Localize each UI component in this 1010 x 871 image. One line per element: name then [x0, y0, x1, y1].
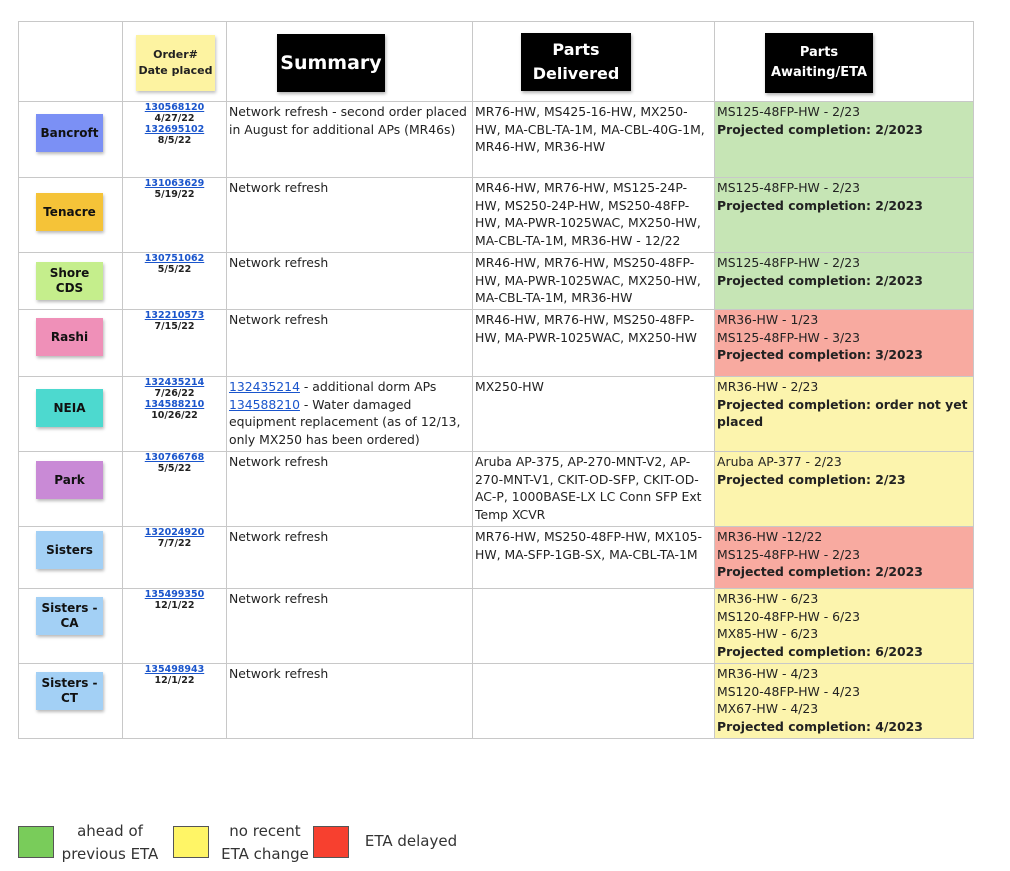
header-delivered-cell: [473, 22, 715, 102]
delivered-text: [473, 664, 714, 667]
delivered-cell: [473, 589, 715, 664]
summary-cell: [227, 253, 473, 310]
legend-green-label: ahead of previous ETA: [61, 822, 159, 863]
summary-text: - Water damaged equipment replacement (as of 12/13, only MX250 has been ordered): [229, 396, 461, 447]
summary-cell: [227, 377, 473, 452]
table-row: [19, 178, 974, 253]
order-number-link[interactable]: 130766768: [144, 452, 205, 463]
order-cell: [123, 102, 227, 178]
order-cell: [123, 452, 227, 527]
order-number-link[interactable]: 134588210: [144, 399, 205, 410]
site-name: Shore CDS: [49, 266, 90, 295]
order-header-note[interactable]: [136, 35, 215, 91]
table-row: [19, 253, 974, 310]
site-name: Sisters - CT: [41, 676, 98, 705]
summary-header-label[interactable]: [277, 34, 385, 92]
delivered-cell: [473, 178, 715, 253]
table-row: [19, 452, 974, 527]
awaiting-part-line: MR36-HW - 1/23: [717, 312, 819, 327]
awaiting-part-line: MS125-48FP-HW - 2/23: [717, 255, 860, 270]
site-name: Rashi: [50, 329, 89, 344]
site-sticky-note[interactable]: [36, 672, 103, 710]
legend-red-swatch: [313, 826, 349, 858]
awaiting-part-line: MS120-48FP-HW - 4/23: [717, 683, 860, 699]
delivered-header-line2: Delivered: [532, 64, 620, 83]
order-date: 5/19/22: [154, 189, 195, 200]
header-row: [19, 22, 974, 102]
site-sticky-note[interactable]: [36, 262, 103, 300]
eta-cell: [715, 377, 974, 452]
projected-completion: Projected completion: order not yet placed: [717, 396, 968, 430]
summary-order-link[interactable]: 134588210: [229, 396, 300, 412]
summary-text: Network refresh: [229, 312, 329, 327]
order-date: 4/27/22: [154, 113, 195, 124]
delivered-cell: [473, 527, 715, 589]
delivered-cell: [473, 452, 715, 527]
order-header-line2: Date placed: [138, 64, 213, 77]
order-number-link[interactable]: 132695102: [144, 124, 205, 135]
eta-header-line1: Parts: [799, 45, 839, 60]
order-date: 5/5/22: [157, 463, 192, 474]
order-number-link[interactable]: 135498943: [144, 664, 205, 675]
delivered-header-label[interactable]: [521, 33, 631, 91]
legend-red-label: ETA delayed: [364, 832, 458, 850]
order-number-link[interactable]: 130568120: [144, 102, 205, 113]
summary-text: Network refresh: [229, 180, 329, 195]
site-name: NEIA: [53, 400, 86, 415]
delivered-text: MR46-HW, MR76-HW, MS250-48FP-HW, MA-PWR-1025WAC, MX250-HW: [475, 312, 697, 345]
eta-cell: [715, 102, 974, 178]
summary-cell: [227, 452, 473, 527]
awaiting-part-line: MS125-48FP-HW - 2/23: [717, 104, 860, 119]
site-sticky-note[interactable]: [36, 193, 103, 231]
order-number-link[interactable]: 132435214: [144, 377, 205, 388]
summary-text: Network refresh: [229, 454, 329, 469]
order-date: 5/5/22: [157, 264, 192, 275]
site-cell: [19, 452, 123, 527]
order-date: 12/1/22: [154, 600, 195, 611]
header-empty-cell: [19, 22, 123, 102]
projected-completion: Projected completion: 2/2023: [717, 121, 923, 137]
site-cell: [19, 102, 123, 178]
site-cell: [19, 377, 123, 452]
site-name: Tenacre: [43, 204, 96, 219]
summary-cell: [227, 310, 473, 377]
site-sticky-note[interactable]: [36, 389, 103, 427]
table-row: [19, 102, 974, 178]
eta-cell: [715, 589, 974, 664]
summary-text: Network refresh - second order placed in August for additional APs (MR46s): [229, 104, 467, 137]
site-cell: [19, 178, 123, 253]
site-cell: [19, 310, 123, 377]
projected-completion: Projected completion: 3/2023: [717, 347, 923, 363]
header-eta-cell: [715, 22, 974, 102]
summary-text: Network refresh: [229, 591, 329, 606]
delivered-text: Aruba AP-375, AP-270-MNT-V2, AP-270-MNT-V1, CKIT-OD-SFP, CKIT-OD-AC-P, 1000BASE-LX LC Conn SFP Ext Temp XCVR: [475, 454, 702, 522]
awaiting-part-line: Aruba AP-377 - 2/23: [717, 454, 842, 469]
awaiting-part-line: MX85-HW - 6/23: [717, 626, 819, 642]
site-cell: [19, 527, 123, 589]
order-cell: [123, 664, 227, 739]
order-header-line1: Order#: [153, 48, 198, 61]
summary-text: Network refresh: [229, 529, 329, 544]
awaiting-part-line: MR36-HW - 4/23: [717, 666, 819, 681]
order-number-link[interactable]: 132210573: [144, 310, 205, 321]
delivered-text: MX250-HW: [475, 379, 544, 394]
awaiting-part-line: MS125-48FP-HW - 2/23: [717, 180, 860, 195]
order-cell: [123, 178, 227, 253]
awaiting-part-line: MR36-HW - 2/23: [717, 379, 819, 394]
site-cell: [19, 253, 123, 310]
eta-cell: [715, 527, 974, 589]
delivered-cell: [473, 310, 715, 377]
header-summary-cell: [227, 22, 473, 102]
order-number-link[interactable]: 132024920: [144, 527, 205, 538]
delivered-cell: [473, 102, 715, 178]
summary-text: Network refresh: [229, 255, 329, 270]
site-sticky-note[interactable]: [36, 461, 103, 499]
order-number-link[interactable]: 131063629: [144, 178, 205, 189]
projected-completion: Projected completion: 2/2023: [717, 564, 923, 580]
order-date: 7/26/22: [154, 388, 195, 399]
order-status-table: [18, 21, 974, 739]
legend-yellow-swatch: [173, 826, 209, 858]
order-number-link[interactable]: 130751062: [144, 253, 205, 264]
site-name: Bancroft: [40, 125, 99, 140]
summary-cell: [227, 589, 473, 664]
projected-completion: Projected completion: 6/2023: [717, 643, 923, 659]
eta-cell: [715, 253, 974, 310]
eta-cell: [715, 178, 974, 253]
summary-text: Network refresh: [229, 666, 329, 681]
summary-cell: [227, 527, 473, 589]
site-cell: [19, 664, 123, 739]
eta-header-label[interactable]: [765, 33, 873, 93]
site-name: Sisters: [46, 542, 93, 557]
table-row: [19, 377, 974, 452]
delivered-text: MR46-HW, MR76-HW, MS125-24P-HW, MS250-24P-HW, MS250-48FP-HW, MA-PWR-1025WAC, MX250-HW, MA-CBL-TA-1M, MR36-HW - 12/22: [475, 180, 701, 248]
delivered-text: MR76-HW, MS250-48FP-HW, MX105-HW, MA-SFP-1GB-SX, MA-CBL-TA-1M: [475, 529, 702, 562]
site-sticky-note[interactable]: [36, 318, 103, 356]
order-cell: [123, 589, 227, 664]
order-cell: [123, 253, 227, 310]
projected-completion: Projected completion: 2/2023: [717, 272, 923, 288]
summary-text: - additional dorm APs: [299, 379, 437, 394]
order-cell: [123, 527, 227, 589]
eta-cell: [715, 664, 974, 739]
delivered-text: MR76-HW, MS425-16-HW, MX250-HW, MA-CBL-TA-1M, MA-CBL-40G-1M, MR46-HW, MR36-HW: [475, 104, 705, 155]
awaiting-part-line: MR36-HW - 6/23: [717, 591, 819, 606]
order-date: 7/7/22: [157, 538, 192, 549]
summary-cell: [227, 102, 473, 178]
site-cell: [19, 589, 123, 664]
order-date: 12/1/22: [154, 675, 195, 686]
order-date: 8/5/22: [157, 135, 192, 146]
site-sticky-note[interactable]: [36, 114, 103, 152]
delivered-cell: [473, 664, 715, 739]
order-cell: [123, 377, 227, 452]
awaiting-part-line: MS120-48FP-HW - 6/23: [717, 608, 860, 624]
projected-completion: Projected completion: 2/2023: [717, 197, 923, 213]
awaiting-part-line: MR36-HW -12/22: [717, 529, 823, 544]
order-date: 7/15/22: [154, 321, 195, 332]
awaiting-part-line: MS125-48FP-HW - 2/23: [717, 546, 860, 562]
eta-cell: [715, 452, 974, 527]
header-order-cell: [123, 22, 227, 102]
eta-cell: [715, 310, 974, 377]
table-row: [19, 589, 974, 664]
order-date: 10/26/22: [151, 410, 198, 421]
legend-yellow-label: no recent ETA change: [221, 822, 309, 863]
site-sticky-note[interactable]: [36, 597, 103, 635]
legend-green-swatch: [18, 826, 54, 858]
eta-header-line2: Awaiting/ETA: [770, 65, 868, 80]
delivered-text: MR46-HW, MR76-HW, MS250-48FP-HW, MA-PWR-1025WAC, MX250-HW, MA-CBL-TA-1M, MR36-HW: [475, 255, 701, 306]
delivered-cell: [473, 377, 715, 452]
table-row: [19, 310, 974, 377]
order-number-link[interactable]: 135499350: [144, 589, 205, 600]
site-name: Park: [54, 472, 85, 487]
summary-cell: [227, 664, 473, 739]
table-row: [19, 664, 974, 739]
awaiting-part-line: MX67-HW - 4/23: [717, 701, 819, 717]
delivered-text: [473, 589, 714, 592]
summary-header-text: Summary: [280, 52, 382, 74]
order-cell: [123, 310, 227, 377]
summary-cell: [227, 178, 473, 253]
projected-completion: Projected completion: 4/2023: [717, 718, 923, 734]
delivered-cell: [473, 253, 715, 310]
site-sticky-note[interactable]: [36, 531, 103, 569]
table-row: [19, 527, 974, 589]
projected-completion: Projected completion: 2/23: [717, 471, 906, 487]
site-name: Sisters - CA: [41, 601, 98, 630]
delivered-header-line1: Parts: [552, 40, 600, 59]
summary-order-link[interactable]: 132435214: [229, 379, 300, 394]
awaiting-part-line: MS125-48FP-HW - 3/23: [717, 329, 860, 345]
